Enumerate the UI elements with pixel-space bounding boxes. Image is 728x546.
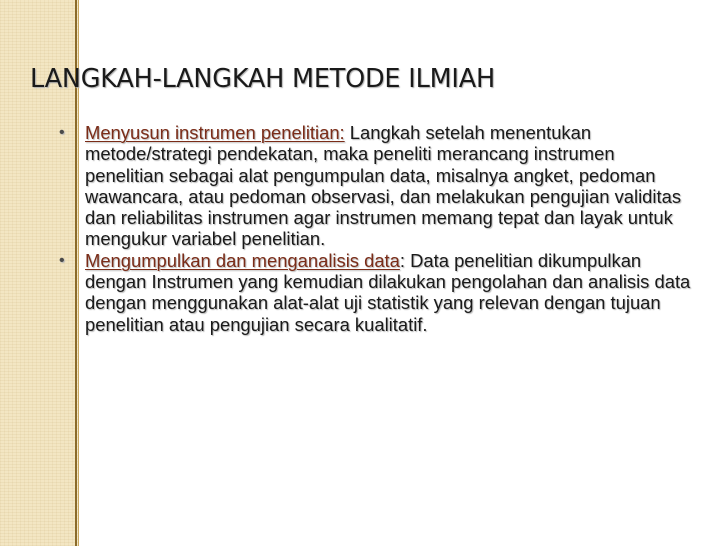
bullet-term: Mengumpulkan dan menganalisis data: [85, 249, 400, 271]
bullet-icon: •: [59, 124, 65, 141]
bullet-text: Langkah setelah menentukan metode/strategi pendekatan, maka peneliti merancang instrumen penelitian sebagai alat pengumpulan data, misalnya angket, pedoman wawancara, atau pedoman observasi, dan melakukan pengujian validitas dan reliabilitas instrumen agar instrumen memang tepat dan layak untuk mengukur variabel penelitian.: [85, 122, 682, 250]
bullet-text: : Data penelitian dikumpulkan dengan Instrumen yang kemudian dilakukan pengolahan dan analisis data dengan menggunakan alat-alat uji statistik yang relevan dengan tujuan penelitian atau pengujian secara kualitatif.: [85, 249, 691, 335]
bullet-icon: •: [59, 251, 65, 269]
bullet-item-instrumen: [56, 122, 696, 250]
bullet-list: [56, 122, 696, 335]
bullet-term: Menyusun instrumen penelitian:: [85, 122, 345, 143]
bullet-item-mengumpulkan: [56, 250, 696, 335]
slide-title: LANGKAH-LANGKAH METODE ILMIAH: [30, 64, 495, 94]
